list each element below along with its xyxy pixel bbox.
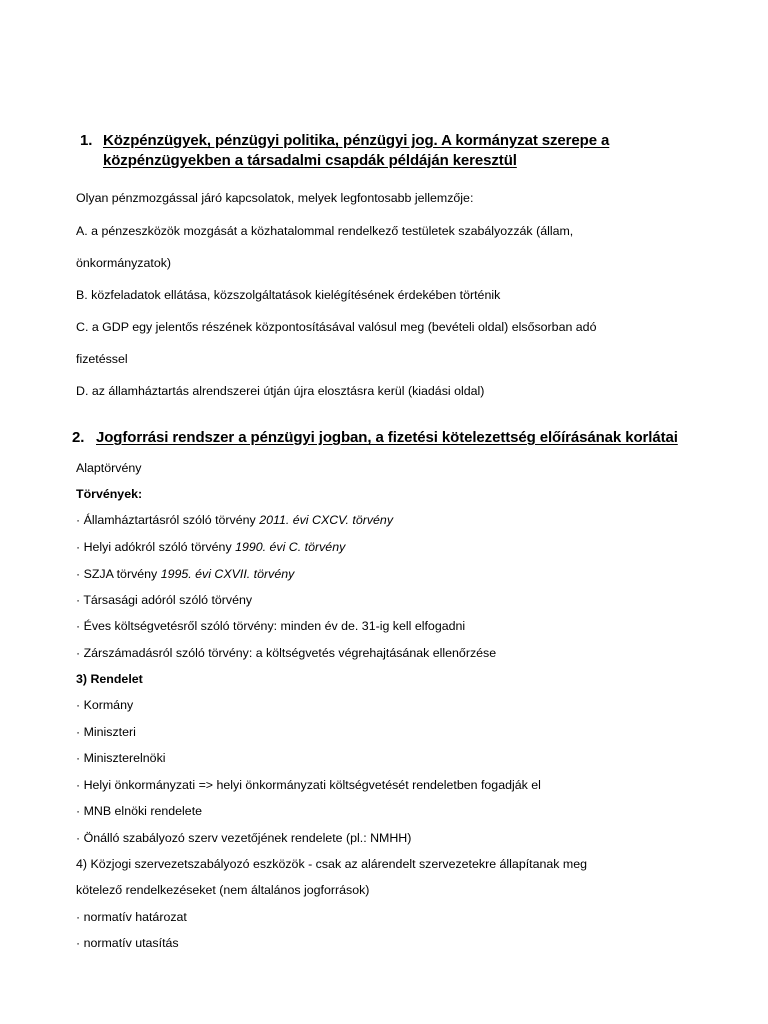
rendelet-item: · Kormány xyxy=(76,698,134,712)
alaptorveny-label: Alaptörvény xyxy=(76,461,142,475)
rendelet-item: · Miniszteri xyxy=(76,725,136,739)
torvenyek-label: Törvények: xyxy=(76,487,143,501)
section-2-title: Jogforrási rendszer a pénzügyi jogban, a fizetési kötelezettség előírásának korlátai xyxy=(96,429,678,446)
law-name: · Államháztartásról szóló törvény xyxy=(76,513,260,527)
section-1-item-c: C. a GDP egy jelentős részének központosításával valósul meg (bevételi oldal) elsősorban adó xyxy=(76,320,597,334)
kozjogi-item: · normatív határozat xyxy=(76,910,187,924)
law-item xyxy=(76,539,345,555)
law-item xyxy=(76,618,465,634)
rendelet-item: · Önálló szabályozó szerv vezetőjének rendelete (pl.: NMHH) xyxy=(76,831,412,845)
law-reference: 1995. évi CXVII. törvény xyxy=(160,567,295,581)
section-1-title-line-2: közpénzügyekben a társadalmi csapdák példáján keresztül xyxy=(103,152,517,169)
law-reference: 2011. évi CXCV. törvény xyxy=(259,513,394,527)
rendelet-item: · MNB elnöki rendelete xyxy=(76,804,203,818)
law-item xyxy=(76,645,496,661)
section-1-number: 1. xyxy=(80,132,93,149)
kozjogi-item: · normatív utasítás xyxy=(76,936,179,950)
rendelet-label: 3) Rendelet xyxy=(76,672,143,686)
section-1-title-line-1: Közpénzügyek, pénzügyi politika, pénzügyi jog. A kormányzat szerepe a xyxy=(103,132,610,149)
law-name: · Helyi adókról szóló törvény xyxy=(76,540,236,554)
law-name: · Társasági adóról szóló törvény xyxy=(76,593,253,607)
kozjogi-label-cont: kötelező rendelkezéseket (nem általános jogforrások) xyxy=(76,883,370,897)
kozjogi-label: 4) Közjogi szervezetszabályozó eszközök - csak az alárendelt szervezetekre állapítanak meg xyxy=(76,857,588,871)
section-1-item-a-cont: önkormányzatok) xyxy=(76,256,172,270)
section-1-item-a: A. a pénzeszközök mozgását a közhatalommal rendelkező testületek szabályozzák (állam, xyxy=(76,224,574,238)
section-2-number: 2. xyxy=(72,429,85,446)
law-reference: 1990. évi C. törvény xyxy=(235,540,346,554)
law-item xyxy=(76,512,393,528)
section-1-item-d: D. az államháztartás alrendszerei útján újra elosztásra kerül (kiadási oldal) xyxy=(76,384,485,398)
section-1-item-c-cont: fizetéssel xyxy=(76,352,128,366)
rendelet-item: · Miniszterelnöki xyxy=(76,751,166,765)
section-1-item-b: B. közfeladatok ellátása, közszolgáltatások kielégítésének érdekében történik xyxy=(76,288,501,302)
law-name: · SZJA törvény xyxy=(76,567,161,581)
section-1-intro: Olyan pénzmozgással járó kapcsolatok, melyek legfontosabb jellemzője: xyxy=(76,191,474,205)
rendelet-item: · Helyi önkormányzati => helyi önkormányzati költségvetését rendeletben fogadják el xyxy=(76,778,541,792)
law-name: · Zárszámadásról szóló törvény: a költségvetés végrehajtásának ellenőrzése xyxy=(76,646,497,660)
law-item xyxy=(76,566,294,582)
law-item xyxy=(76,592,252,608)
law-name: · Éves költségvetésről szóló törvény: minden év de. 31-ig kell elfogadni xyxy=(76,619,466,633)
